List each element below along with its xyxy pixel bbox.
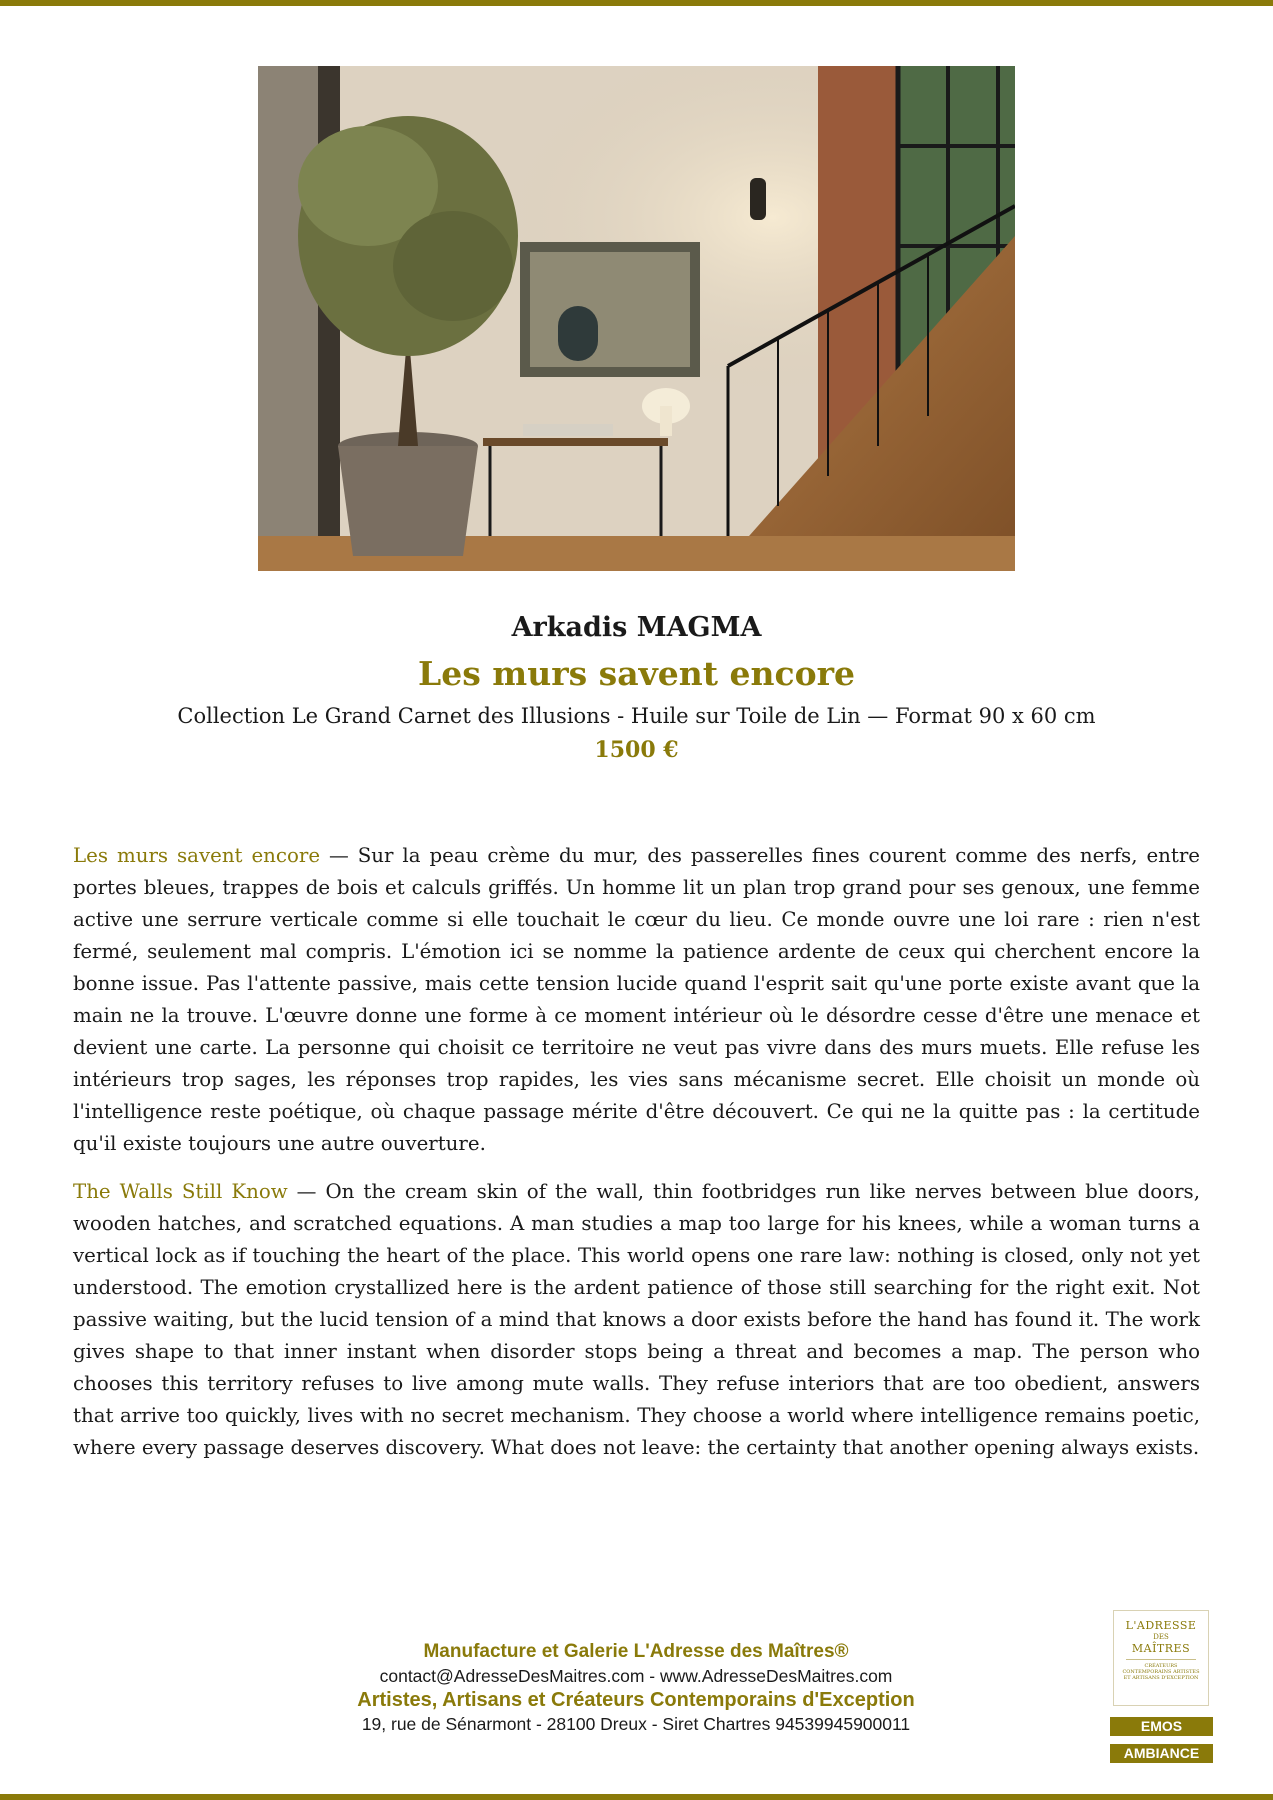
description-english	[73, 1176, 1200, 1464]
tag-emos: EMOS	[1110, 1717, 1213, 1736]
logo-line-2: DES	[1153, 1633, 1169, 1641]
footer-contact: contact@AdresseDesMaitres.com - www.AdresseDesMaitres.com	[379, 1666, 893, 1686]
footer-tagline: Artistes, Artisans et Créateurs Contemporains d'Exception	[357, 1689, 915, 1711]
artist-name: Arkadis MAGMA	[511, 612, 762, 643]
footer	[300, 1640, 972, 1736]
description-english-lead: The Walls Still Know	[73, 1180, 288, 1203]
logo-divider	[1126, 1659, 1196, 1660]
logo-line-4: CRÉATEURS CONTEMPORAINS ARTISTES ET ARTISANS D'EXCEPTION	[1122, 1663, 1200, 1681]
logo-line-1: L'ADRESSE	[1125, 1619, 1197, 1632]
description-english-body: — On the cream skin of the wall, thin footbridges run like nerves between blue doors, wooden hatches, and scratched equations. A man studies a map too large for his knees, while a woman turns a vertical lock as if touching the heart of the place. This world opens one rare law: nothing is closed, only not yet understood. The emotion crystallized here is the ardent patience of those still searching for the right exit. Not passive waiting, but the lucid tension of a mind that knows a door exists before the hand has found it. The work gives shape to that inner instant when disorder stops being a threat and becomes a map. The person who chooses this territory refuses to live among mute walls. They refuse interiors that are too obedient, answers that arrive too quickly, lives with no secret mechanism. They choose a world where intelligence remains poetic, where every passage deserves discovery. What does not leave: the certainty that another opening always exists.	[73, 1180, 1200, 1459]
artwork-title: Les murs savent encore	[418, 654, 855, 693]
bottom-border	[0, 1794, 1273, 1800]
description-french	[73, 840, 1200, 1160]
tag-ambiance: AMBIANCE	[1110, 1744, 1213, 1763]
logo-line-3: MAÎTRES	[1131, 1642, 1191, 1655]
gallery-logo	[1113, 1610, 1209, 1706]
artwork-image	[258, 66, 1015, 571]
top-border	[0, 0, 1273, 6]
description-french-lead: Les murs savent encore	[73, 844, 321, 867]
artwork-subtitle: Collection Le Grand Carnet des Illusions - Huile sur Toile de Lin — Format 90 x 60 cm	[177, 704, 1096, 728]
footer-address: 19, rue de Sénarmont - 28100 Dreux - Siret Chartres 94539945900011	[361, 1714, 911, 1734]
artwork-price: 1500 €	[594, 737, 679, 763]
footer-company: Manufacture et Galerie L'Adresse des Maîtres®	[423, 1641, 849, 1662]
description-french-body: — Sur la peau crème du mur, des passerelles fines courent comme des nerfs, entre portes bleues, trappes de bois et calculs griffés. Un homme lit un plan trop grand pour ses genoux, une femme active une serrure verticale comme si elle touchait le cœur du lieu. Ce monde ouvre une loi rare : rien n'est fermé, seulement mal compris. L'émotion ici se nomme la patience ardente de ceux qui cherchent encore la bonne issue. Pas l'attente passive, mais cette tension lucide quand l'esprit sait qu'une porte existe avant que la main ne la trouve. L'œuvre donne une forme à ce moment intérieur où le désordre cesse d'être une menace et devient une carte. La personne qui choisit ce territoire ne veut pas vivre dans des murs muets. Elle refuse les intérieurs trop sages, les réponses trop rapides, les vies sans mécanisme secret. Elle choisit un monde où l'intelligence reste poétique, où chaque passage mérite d'être découvert. Ce qui ne la quitte pas : la certitude qu'il existe toujours une autre ouverture.	[73, 844, 1200, 1155]
